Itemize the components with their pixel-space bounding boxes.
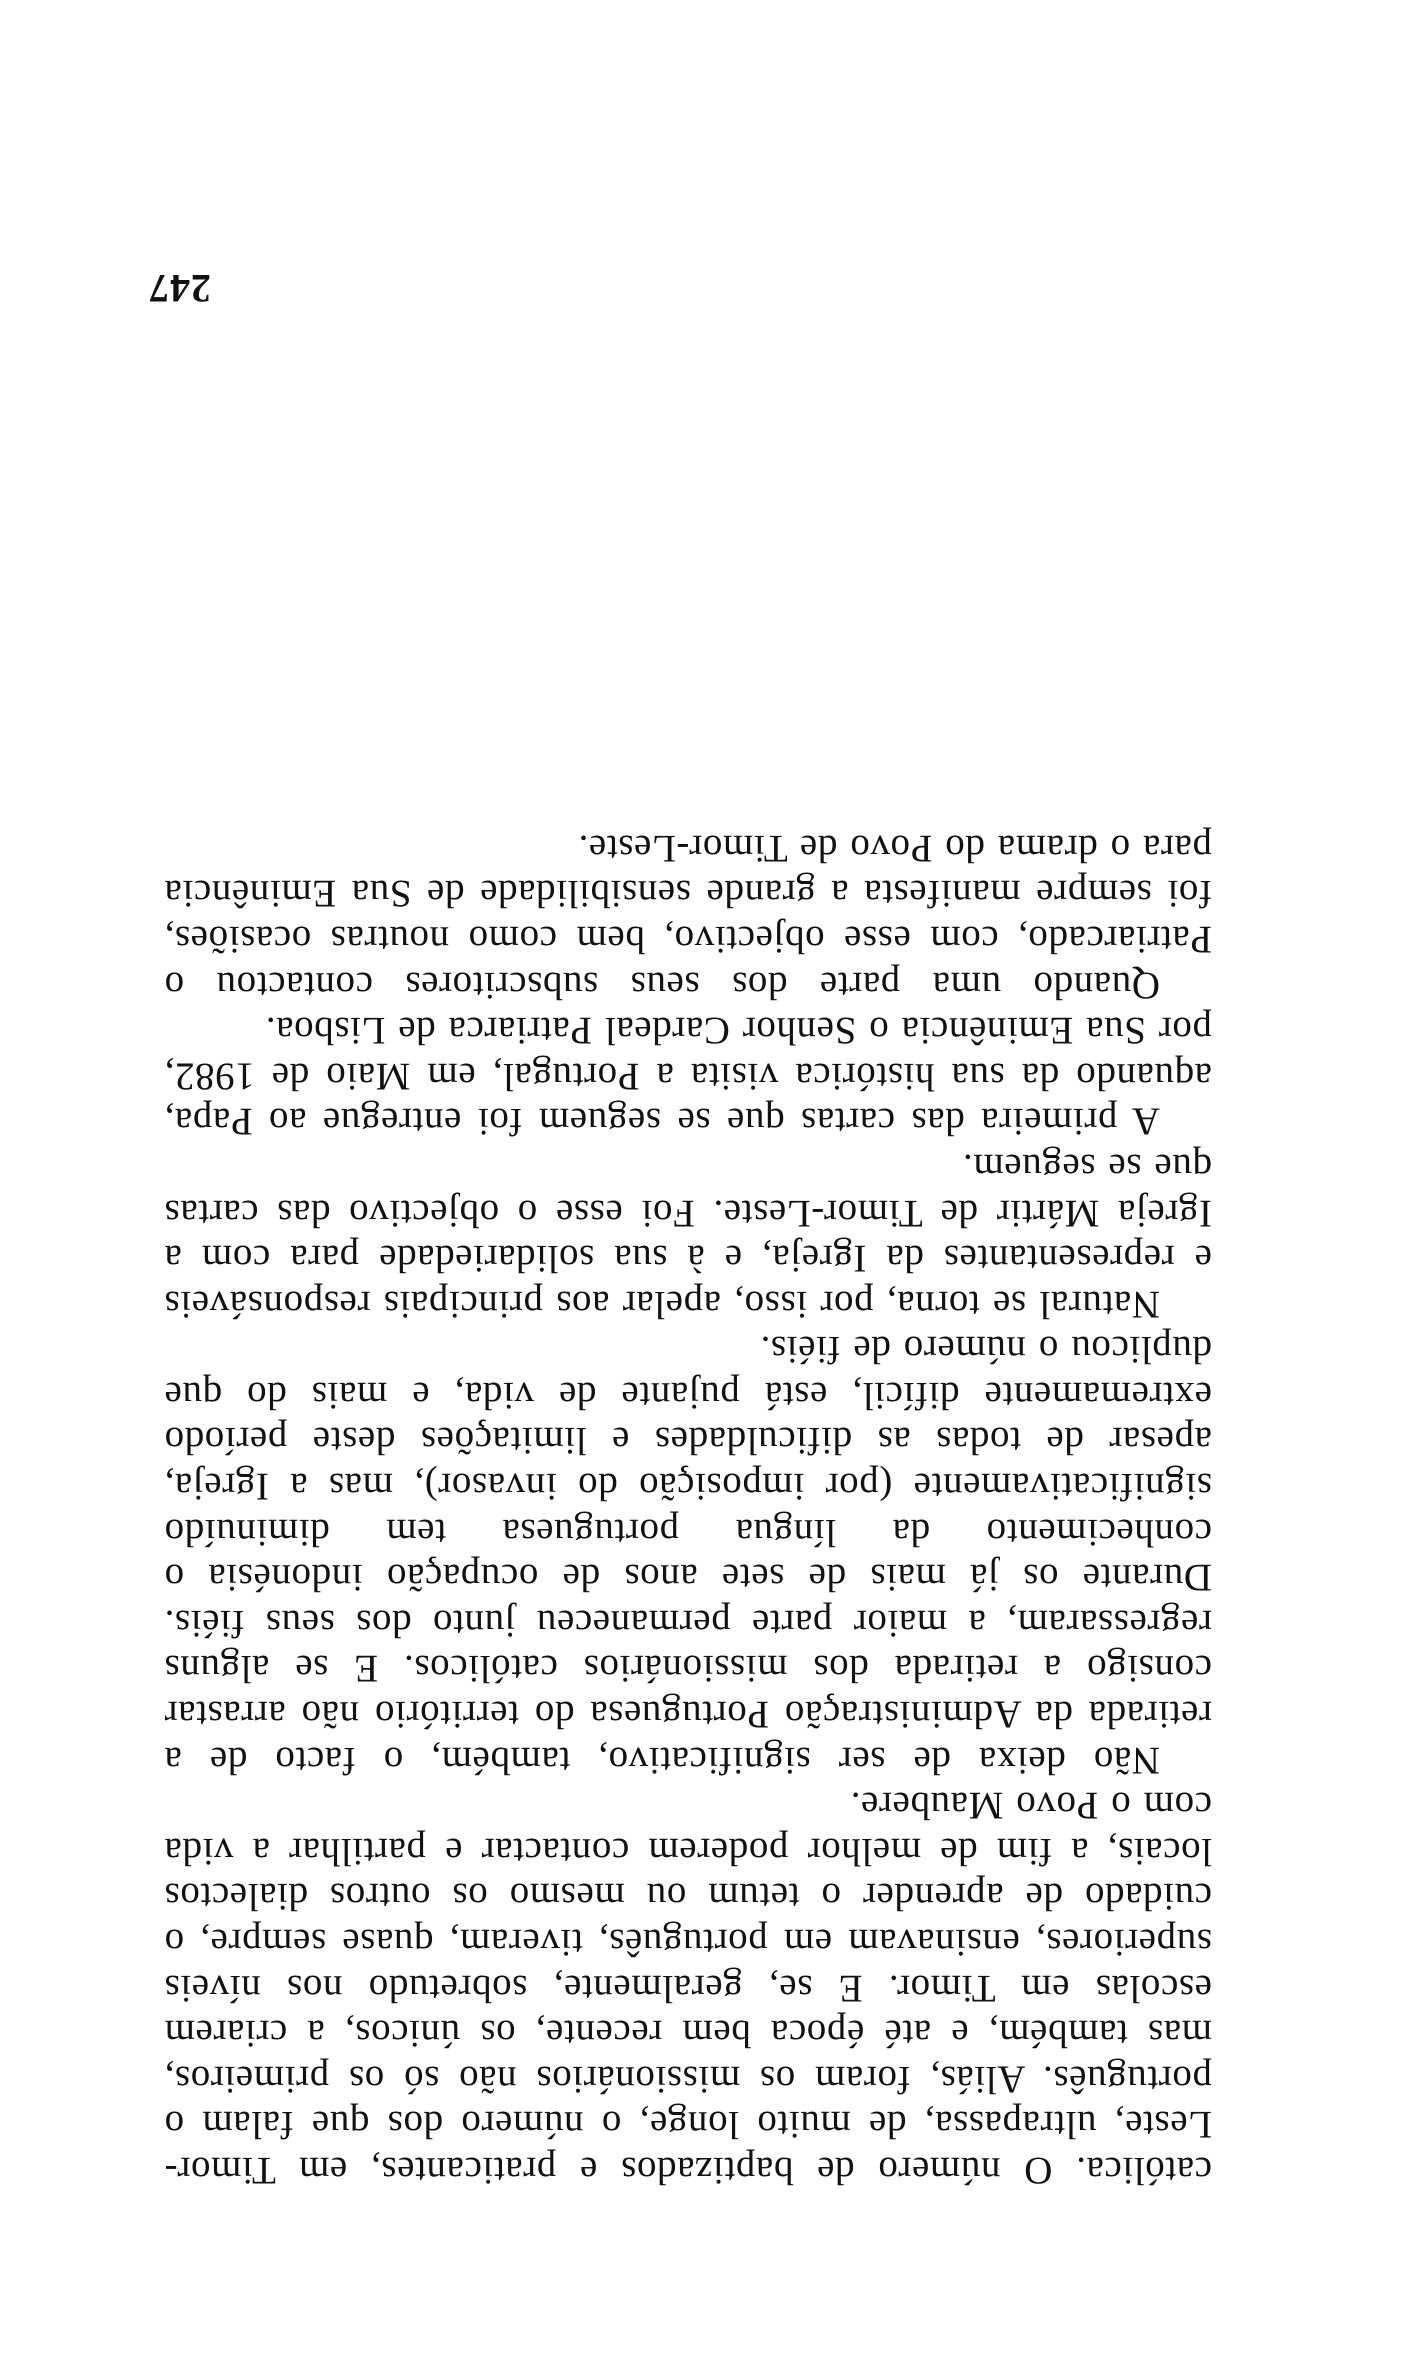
body-text bbox=[164, 825, 1212, 2193]
paragraph-5: Quando uma parte dos seus subscritores contactou o Patriarcado, com esse objectivo, bem como noutras ocasiões, foi sempre manifesta a grande sensibilidade de Sua Eminência para o drama do Povo de Timor-Leste. bbox=[164, 826, 1212, 1007]
paragraph-3: Natural se torna, por isso, apelar aos principais responsáveis e representantes da Igreja, e à sua solidariedade para com a Igreja Mártir de Timor-Leste. Foi esse o objectivo das cartas que se seguem. bbox=[164, 1145, 1212, 1326]
page-number: 247 bbox=[148, 266, 211, 311]
paragraph-1: católica. O número de baptizados e praticantes, em Timor-Leste, ultrapassa, de muito longe, o número dos que falam o português. Aliás, foram os missionários não só os primeiros, mas também, e até época bem recente, os únicos, a criarem escolas em Timor. E se, geralmente, sobretudo nos níveis superiores, ensinavam em português, tiveram, quase sempre, o cuidado de aprender o tetum ou mesmo os outros dialectos locais, a fim de melhor poderem contactar e partilhar a vida com o Povo Maubere. bbox=[164, 1784, 1212, 2192]
paragraph-4: A primeira das cartas que se seguem foi entregue ao Papa, aquando da sua histórica visita a Portugal, em Maio de 1982, por Sua Eminência o Senhor Cardeal Patriarca de Lisboa. bbox=[164, 1009, 1212, 1144]
paragraph-2: Não deixa de ser significativo, também, o facto de a retirada da Administração Portuguesa do território não arrastar consigo a retirada dos missionários católicos. E se alguns regressaram, a maior parte permaneceu junto dos seus fiéis. Durante os já mais de sete anos de ocupação indonésia o conhecimento da língua portuguesa tem diminuído significativamente (por imposição do invasor), mas a Igreja, apesar de todas as dificuldades e limitações deste período extremamente difícil, está pujante de vida, e mais do que duplicou o número de fiéis. bbox=[164, 1328, 1212, 1782]
